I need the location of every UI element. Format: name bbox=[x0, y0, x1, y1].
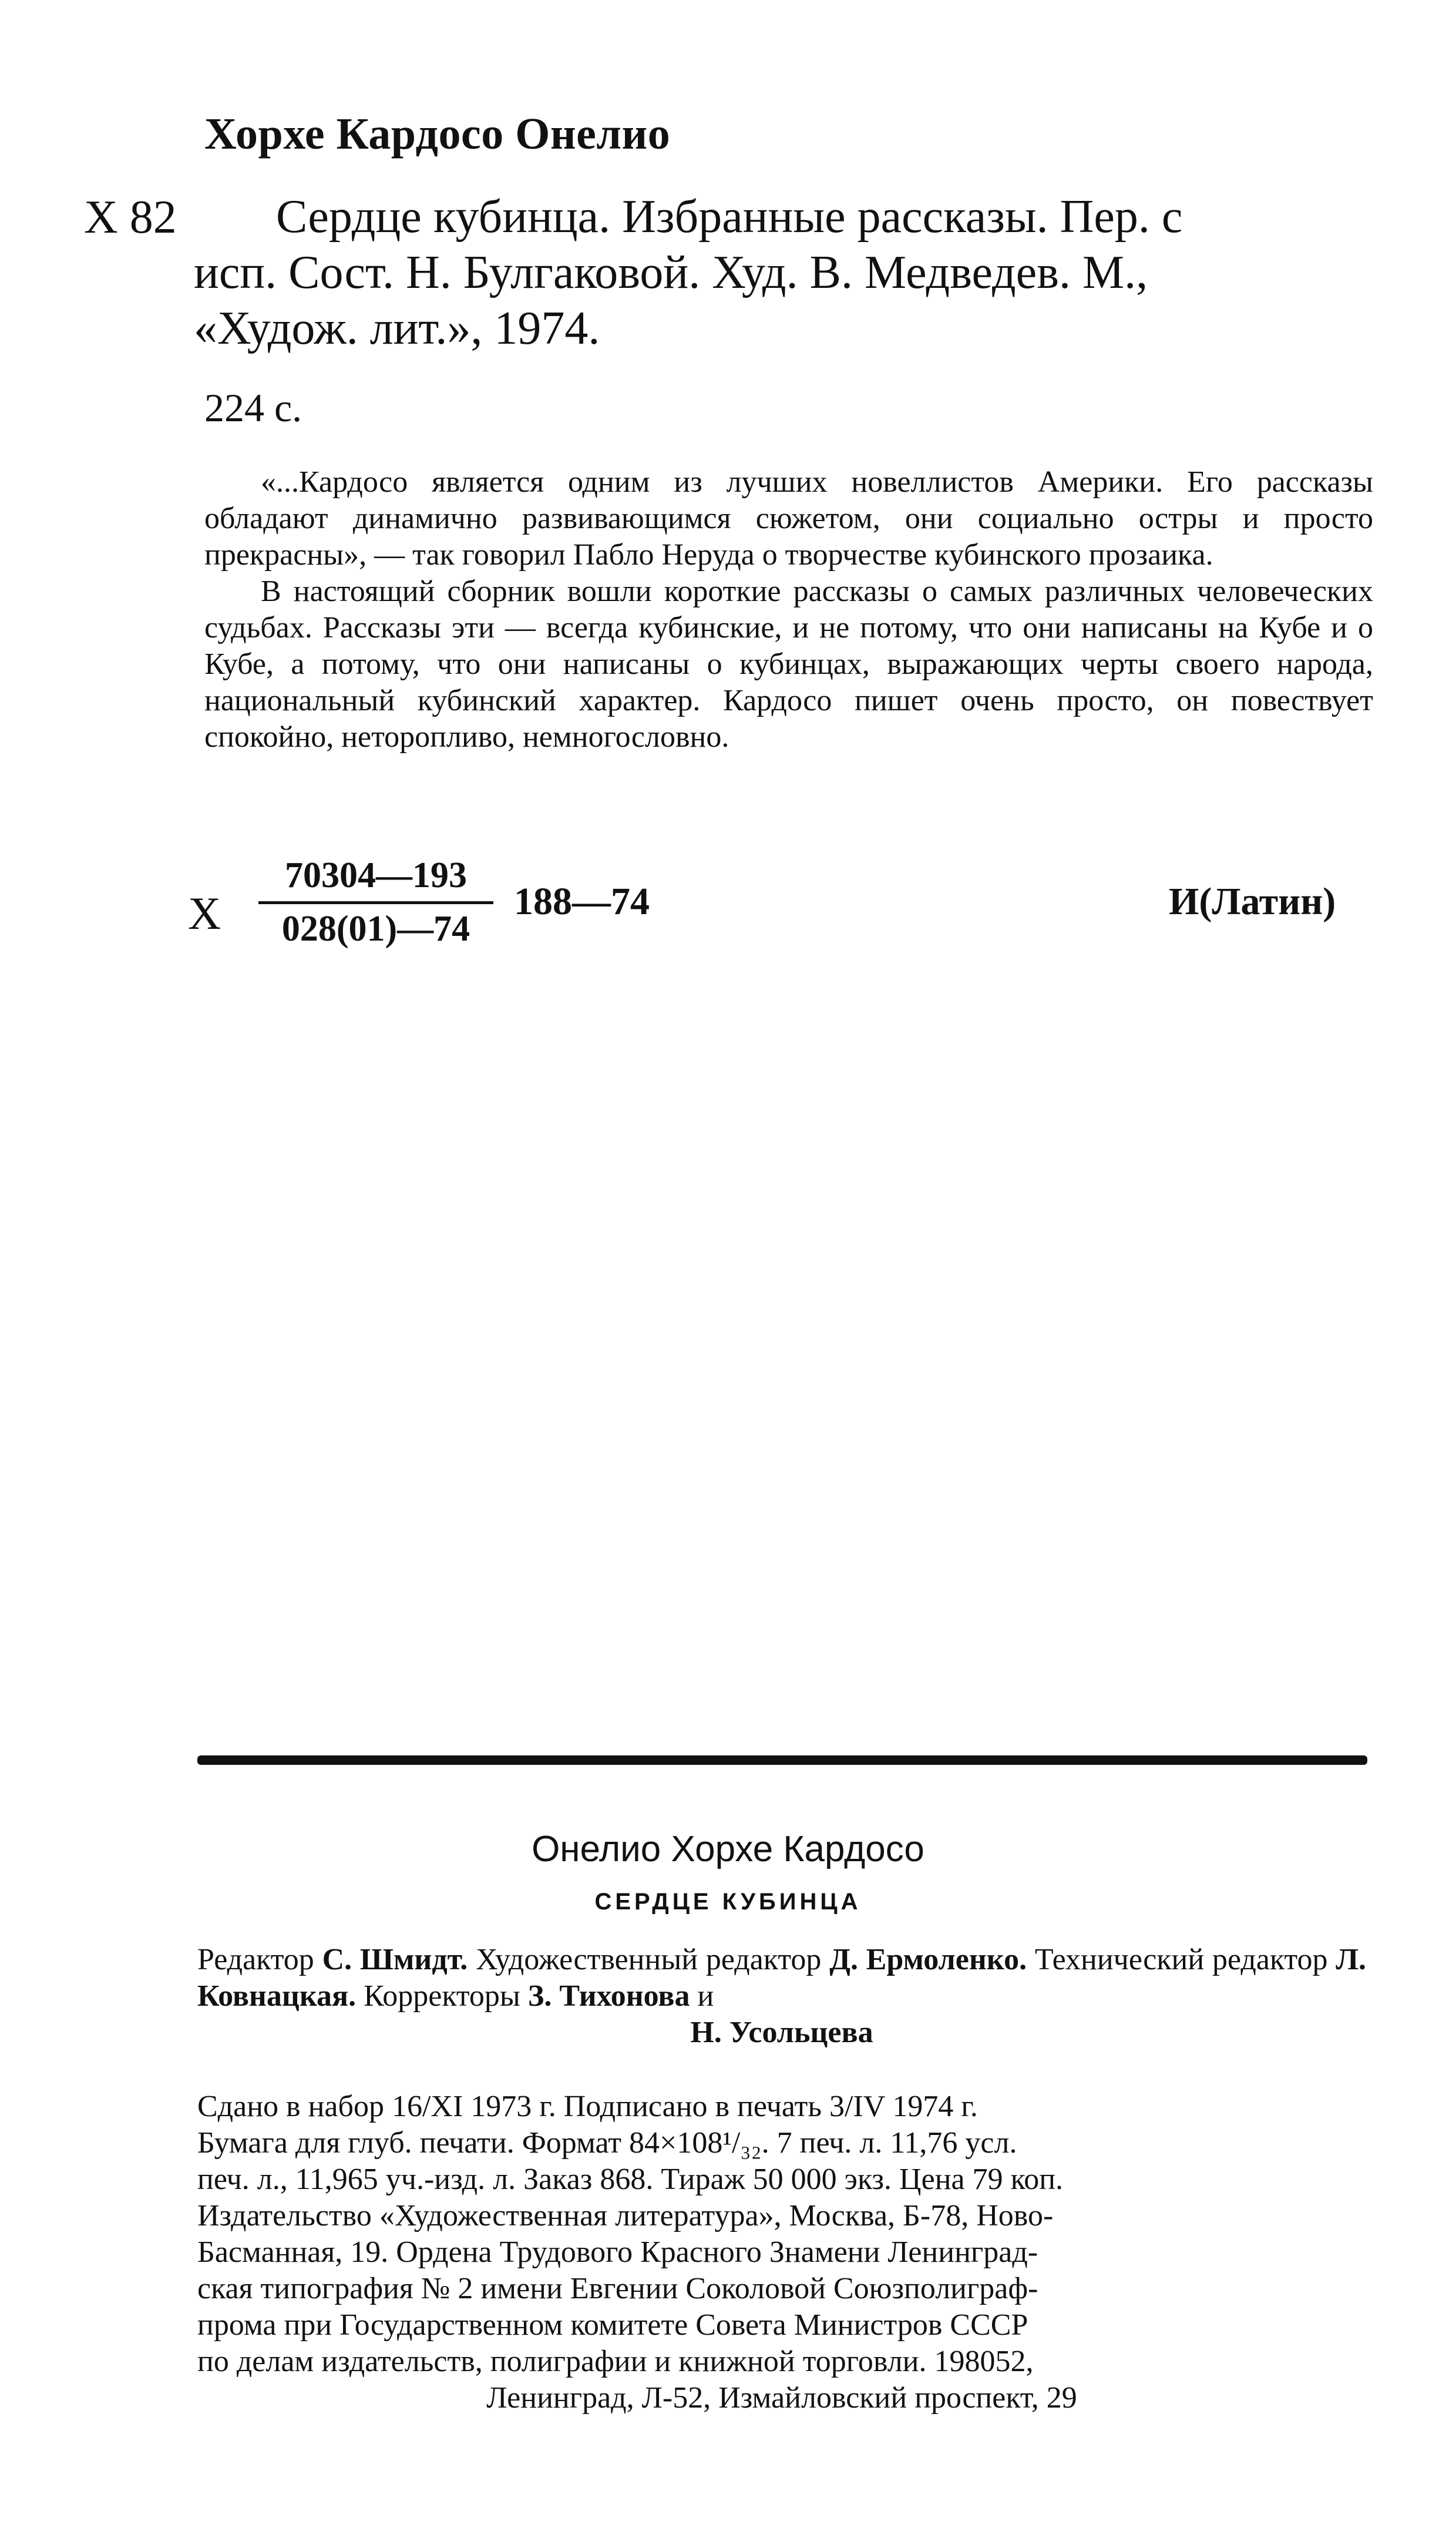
imprint-line: Сдано в набор 16/XI 1973 г. Подписано в печать 3/IV 1974 г. bbox=[197, 2090, 978, 2123]
tech-editor-label: Технический редактор bbox=[1034, 1943, 1328, 1976]
art-editor-name: Д. Ермоленко. bbox=[829, 1943, 1027, 1976]
proofreader-name: Н. Усольцева bbox=[690, 2016, 873, 2049]
conjunction: и bbox=[697, 1979, 714, 2013]
index-language: И(Латин) bbox=[1169, 880, 1336, 923]
imprint-line: Басманная, 19. Ордена Трудового Красного Знамени Ленинград- bbox=[197, 2235, 1038, 2269]
annotation bbox=[204, 464, 1373, 756]
imprint-line: Издательство «Художественная литература», Москва, Б-78, Ново- bbox=[197, 2199, 1054, 2232]
catalog-code: Х 82 bbox=[84, 192, 177, 243]
credits-block bbox=[197, 1942, 1366, 2051]
biblio-line: «Худож. лит.», 1974. bbox=[194, 303, 600, 354]
imprint-line: по делам издательств, полиграфии и книжной торговли. 198052, bbox=[197, 2345, 1034, 2378]
fraction-bar bbox=[258, 901, 493, 904]
imprint-line: Бумага для глуб. печати. Формат 84×108¹/₃₂. 7 печ. л. 11,76 усл. bbox=[197, 2126, 1017, 2160]
index-code: 188—74 bbox=[514, 880, 650, 923]
proofreader-name: З. Тихонова bbox=[527, 1979, 690, 2013]
colophon-title: СЕРДЦЕ КУБИНЦА bbox=[594, 1889, 862, 1915]
proofreaders-label: Корректоры bbox=[364, 1979, 520, 2013]
editor-label: Редактор bbox=[197, 1943, 314, 1976]
index-letter: Х bbox=[188, 888, 221, 939]
imprint-line: ская типография № 2 имени Евгении Соколовой Союзполиграф- bbox=[197, 2272, 1038, 2305]
divider-rule bbox=[197, 1755, 1367, 1765]
author-heading: Хорхе Кардосо Онелио bbox=[204, 109, 671, 159]
index-denominator: 028(01)—74 bbox=[281, 909, 470, 949]
index-fraction bbox=[258, 852, 493, 952]
biblio-line: исп. Сост. Н. Булгаковой. Худ. В. Медведев. М., bbox=[194, 247, 1148, 298]
colophon-author: Онелио Хорхе Кардосо bbox=[532, 1829, 924, 1869]
imprint-block bbox=[197, 2089, 1366, 2416]
annotation-paragraph: В настоящий сборник вошли короткие рассказы о самых различных человеческих судьбах. Рассказы эти — всегда кубинские, и не потому, что они написаны на Кубе и о Кубе, а потому, что они написаны о кубинцах, выражающих черты своего народа, национальный кубинский характер. Кардосо пишет очень просто, он повествует спокойно, неторопливо, немногословно. bbox=[204, 575, 1373, 754]
tech-editor-name: Л. Ковнацкая. bbox=[197, 1943, 1367, 2013]
editor-name: С. Шмидт. bbox=[322, 1943, 468, 1976]
index-numerator: 70304—193 bbox=[285, 855, 467, 895]
imprint-line: Ленинград, Л-52, Измайловский проспект, 29 bbox=[486, 2381, 1077, 2415]
imprint-line: печ. л., 11,965 уч.-изд. л. Заказ 868. Тираж 50 000 экз. Цена 79 коп. bbox=[197, 2163, 1064, 2196]
annotation-paragraph: «...Кардосо является одним из лучших новеллистов Америки. Его рассказы обладают динамично развивающимся сюжетом, они социально остры и просто прекрасны», — так говорил Пабло Неруда о творчестве кубинского прозаика. bbox=[204, 465, 1373, 572]
page-count: 224 с. bbox=[204, 385, 302, 430]
art-editor-label: Художественный редактор bbox=[476, 1943, 822, 1976]
biblio-line: Сердце кубинца. Избранные рассказы. Пер. с bbox=[276, 191, 1183, 243]
bibliographic-description bbox=[194, 189, 1368, 357]
imprint-line: прома при Государственном комитете Совета Министров СССР bbox=[197, 2308, 1028, 2342]
